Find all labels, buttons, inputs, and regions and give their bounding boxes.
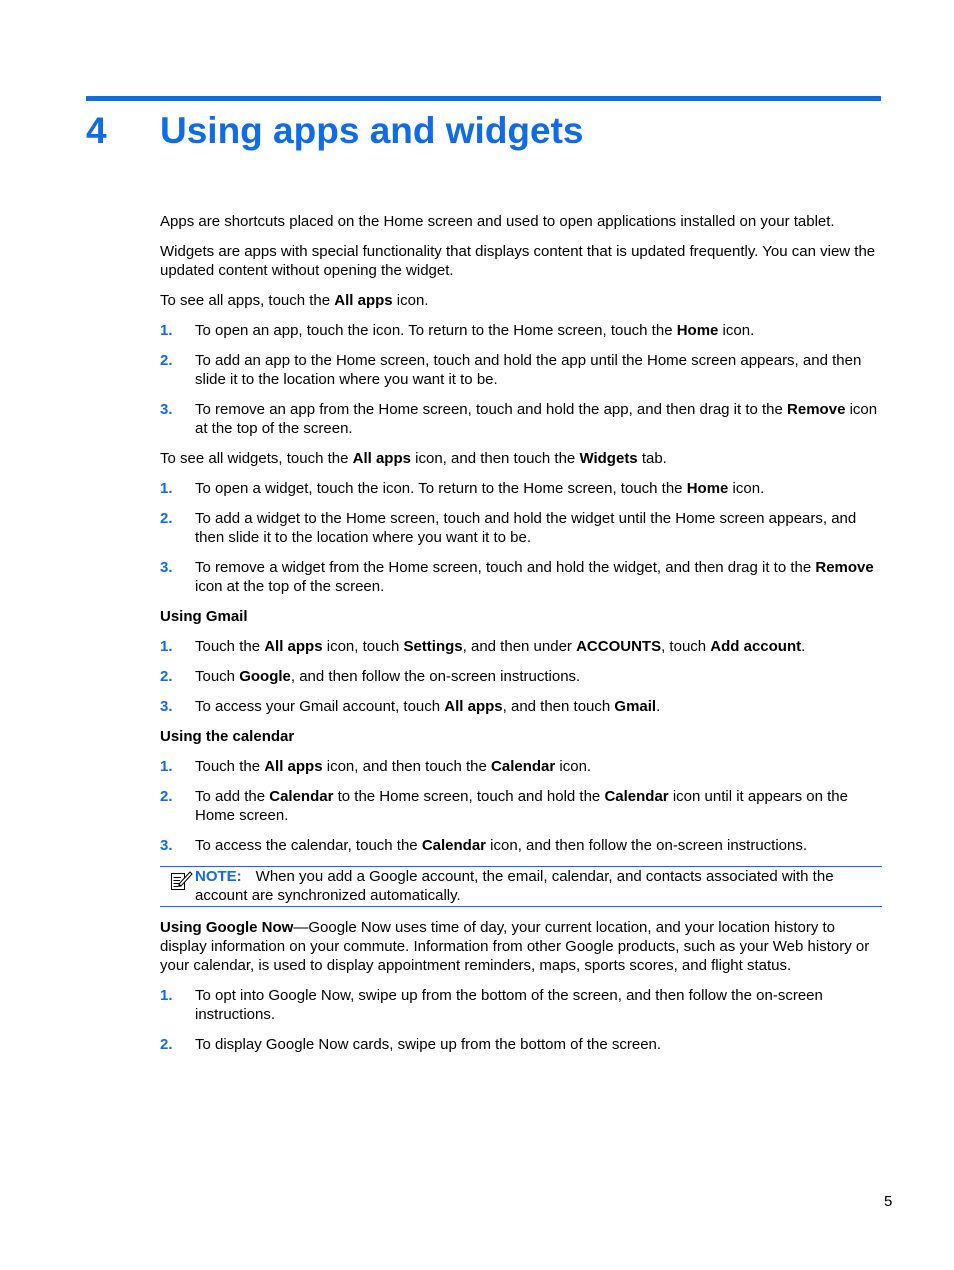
step-number: 3. <box>160 559 173 576</box>
list-item: 1. To open an app, touch the icon. To return to the Home screen, touch the Home icon. <box>160 322 755 339</box>
step-number: 1. <box>160 758 173 775</box>
step-number: 1. <box>160 480 173 497</box>
intro-paragraph-widgets: Widgets are apps with special functionality that displays content that is updated frequently. You can view the updated content without opening the widget. <box>160 243 876 279</box>
google-now-steps-list <box>160 986 882 1054</box>
page-content <box>160 212 882 1065</box>
chapter-rule <box>86 96 881 101</box>
note-text: When you add a Google account, the email, calendar, and contacts associated with the account are synchronized automatically. <box>195 868 834 904</box>
note-pencil-icon <box>170 869 193 891</box>
list-item: 2. To add a widget to the Home screen, touch and hold the widget until the Home screen appears, and then slide it to the location where you want it to be. <box>160 510 857 546</box>
list-item: 3. To remove a widget from the Home screen, touch and hold the widget, and then drag it to the Remove icon at the top of the screen. <box>160 559 874 595</box>
calendar-steps-list <box>160 757 882 855</box>
apps-intro: To see all apps, touch the All apps icon. <box>160 292 429 309</box>
widgets-intro: To see all widgets, touch the All apps icon, and then touch the Widgets tab. <box>160 450 667 467</box>
google-now-lead: Using Google Now <box>160 919 294 936</box>
step-number: 2. <box>160 1036 173 1053</box>
gmail-steps-list <box>160 637 882 716</box>
list-item: 3. To remove an app from the Home screen, touch and hold the app, and then drag it to the Remove icon at the top of the screen. <box>160 401 878 437</box>
list-item: 1. To open a widget, touch the icon. To return to the Home screen, touch the Home icon. <box>160 480 765 497</box>
widgets-steps-list <box>160 479 882 596</box>
note-box <box>160 866 882 907</box>
note-label: NOTE: <box>195 868 242 885</box>
list-item: 2. Touch Google, and then follow the on-screen instructions. <box>160 668 581 685</box>
step-number: 2. <box>160 352 173 369</box>
chapter-title: Using apps and widgets <box>160 110 584 151</box>
list-item: 1. To opt into Google Now, swipe up from the bottom of the screen, and then follow the on-screen instructions. <box>160 987 823 1023</box>
google-now-paragraph: Using Google Now—Google Now uses time of day, your current location, and your location history to display information on your commute. Information from other Google products, such as your Web history or your calendar, is used to display appointment reminders, maps, sports scores, and flight status. <box>160 919 870 974</box>
list-item: 2. To display Google Now cards, swipe up from the bottom of the screen. <box>160 1036 662 1053</box>
intro-paragraph-apps: Apps are shortcuts placed on the Home screen and used to open applications installed on your tablet. <box>160 213 835 230</box>
step-number: 3. <box>160 698 173 715</box>
gmail-heading: Using Gmail <box>160 608 248 625</box>
calendar-heading: Using the calendar <box>160 728 295 745</box>
list-item: 3. To access your Gmail account, touch All apps, and then touch Gmail. <box>160 698 661 715</box>
apps-steps-list <box>160 321 882 438</box>
list-item: 2. To add the Calendar to the Home screen, touch and hold the Calendar icon until it appears on the Home screen. <box>160 788 848 824</box>
step-number: 1. <box>160 987 173 1004</box>
step-number: 3. <box>160 837 173 854</box>
step-number: 1. <box>160 638 173 655</box>
list-item: 1. Touch the All apps icon, and then touch the Calendar icon. <box>160 758 592 775</box>
step-number: 2. <box>160 668 173 685</box>
step-number: 2. <box>160 510 173 527</box>
step-number: 2. <box>160 788 173 805</box>
chapter-number: 4 <box>86 110 107 151</box>
step-number: 1. <box>160 322 173 339</box>
list-item: 1. Touch the All apps icon, touch Settings, and then under ACCOUNTS, touch Add account. <box>160 638 806 655</box>
step-number: 3. <box>160 401 173 418</box>
page-number: 5 <box>884 1193 893 1210</box>
list-item: 2. To add an app to the Home screen, touch and hold the app until the Home screen appears, and then slide it to the location where you want it to be. <box>160 352 862 388</box>
list-item: 3. To access the calendar, touch the Calendar icon, and then follow the on-screen instructions. <box>160 837 808 854</box>
